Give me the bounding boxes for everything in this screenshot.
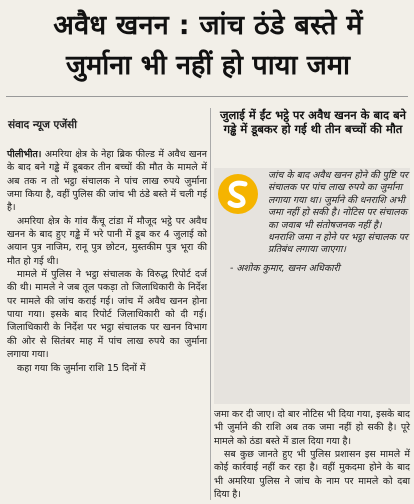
column-divider [210,108,211,500]
right-column [214,408,410,501]
paragraph-text: अमरिया क्षेत्र के नेहा ब्रिक फील्ड में अवैध खनन के बाद बने गड्ढे में डूबकर तीन बच्चों की मौत के मामले में अब तक न तो भट्ठा संचालक ने पांच लाख रुपये जुर्माना जमा किया है, वहीं पुलिस की जांच भी ठंडे बस्ते में चली गई है। [7,149,207,214]
quote-text [222,170,408,275]
paragraph: जमा कर दी जाए। दो बार नोटिस भी दिया गया, इसके बाद भी जुर्माने की राशि अब तक जमा नहीं हो सकी है। पूरे मामले को ठंडा बस्ते में डाल दिया गया है। [214,409,410,447]
left-column [7,148,207,375]
headline-line-2: जुर्माना भी नहीं हो पाया जमा [66,50,350,81]
headline [6,6,410,86]
paragraph: कहा गया कि जुर्माना राशि 15 दिनों में [17,362,146,374]
headline-line-1: अवैध खनन : जांच ठंडे बस्ते में [53,10,363,41]
paragraph: अमरिया क्षेत्र के गांव कैंचू टांडा में मौजूद भट्ठे पर अवैध खनन के बाद हुए गड्ढे में भरे पानी में डूब कर 4 जुलाई को अयान पुत्र नाजिम, रानू पुत्र छोटन, मुस्तकीम पुत्र भूरा की मौत हो गई थी। [7,215,207,267]
official-quote: जांच के बाद अवैध खनन होने की पुष्टि पर संचालक पर पांच लाख रुपये का जुर्माना लगाया गया था। जुर्माने की धनराशि अभी जमा नहीं हो सकी है। नोटिस पर संचालक का जवाब भी संतोषजनक नहीं है। धनराशि जमा न होने पर भट्ठा संचालक पर प्रतिबंध लगाया जाएगा। [268,170,408,256]
paragraph: मामले में पुलिस ने भट्ठा संचालक के विरुद्ध रिपोर्ट दर्ज की थी। मामले ने जब तूल पकड़ा तो जिलाधिकारी के निर्देश पर मामले की जांच कराई गई। जांच में अवैध खनन होना पाया गया। इसके बाद रिपोर्ट जिलाधिकारी को दी गई। जिलाधिकारी के निर्देश पर भट्ठा संचालक पर खनन विभाग की ओर से सितंबर माह में पांच लाख रुपये का जुर्माना लगाया गया। [7,269,207,361]
byline: संवाद न्यूज एजेंसी [8,119,77,131]
paragraph [7,148,207,215]
dateline: पीलीभीत। [7,149,42,160]
quote-signature: - अशोक कुमार, खनन अधिकारी [230,262,340,274]
subheadline: जुलाई में ईंट भट्ठे पर अवैध खनन के बाद बने गड्ढे में डूबकर हो गई थी तीन बच्चों की मौत [219,108,407,136]
headline-rule [6,96,408,97]
paragraph: सब कुछ जानते हुए भी पुलिस प्रशासन इस मामले में कोई कार्रवाई नहीं कर रहा है। वहीं मुकदमा होने के बाद भी अमरिया पुलिस ने जांच के नाम पर मामले को दबा दिया है। [214,449,410,501]
